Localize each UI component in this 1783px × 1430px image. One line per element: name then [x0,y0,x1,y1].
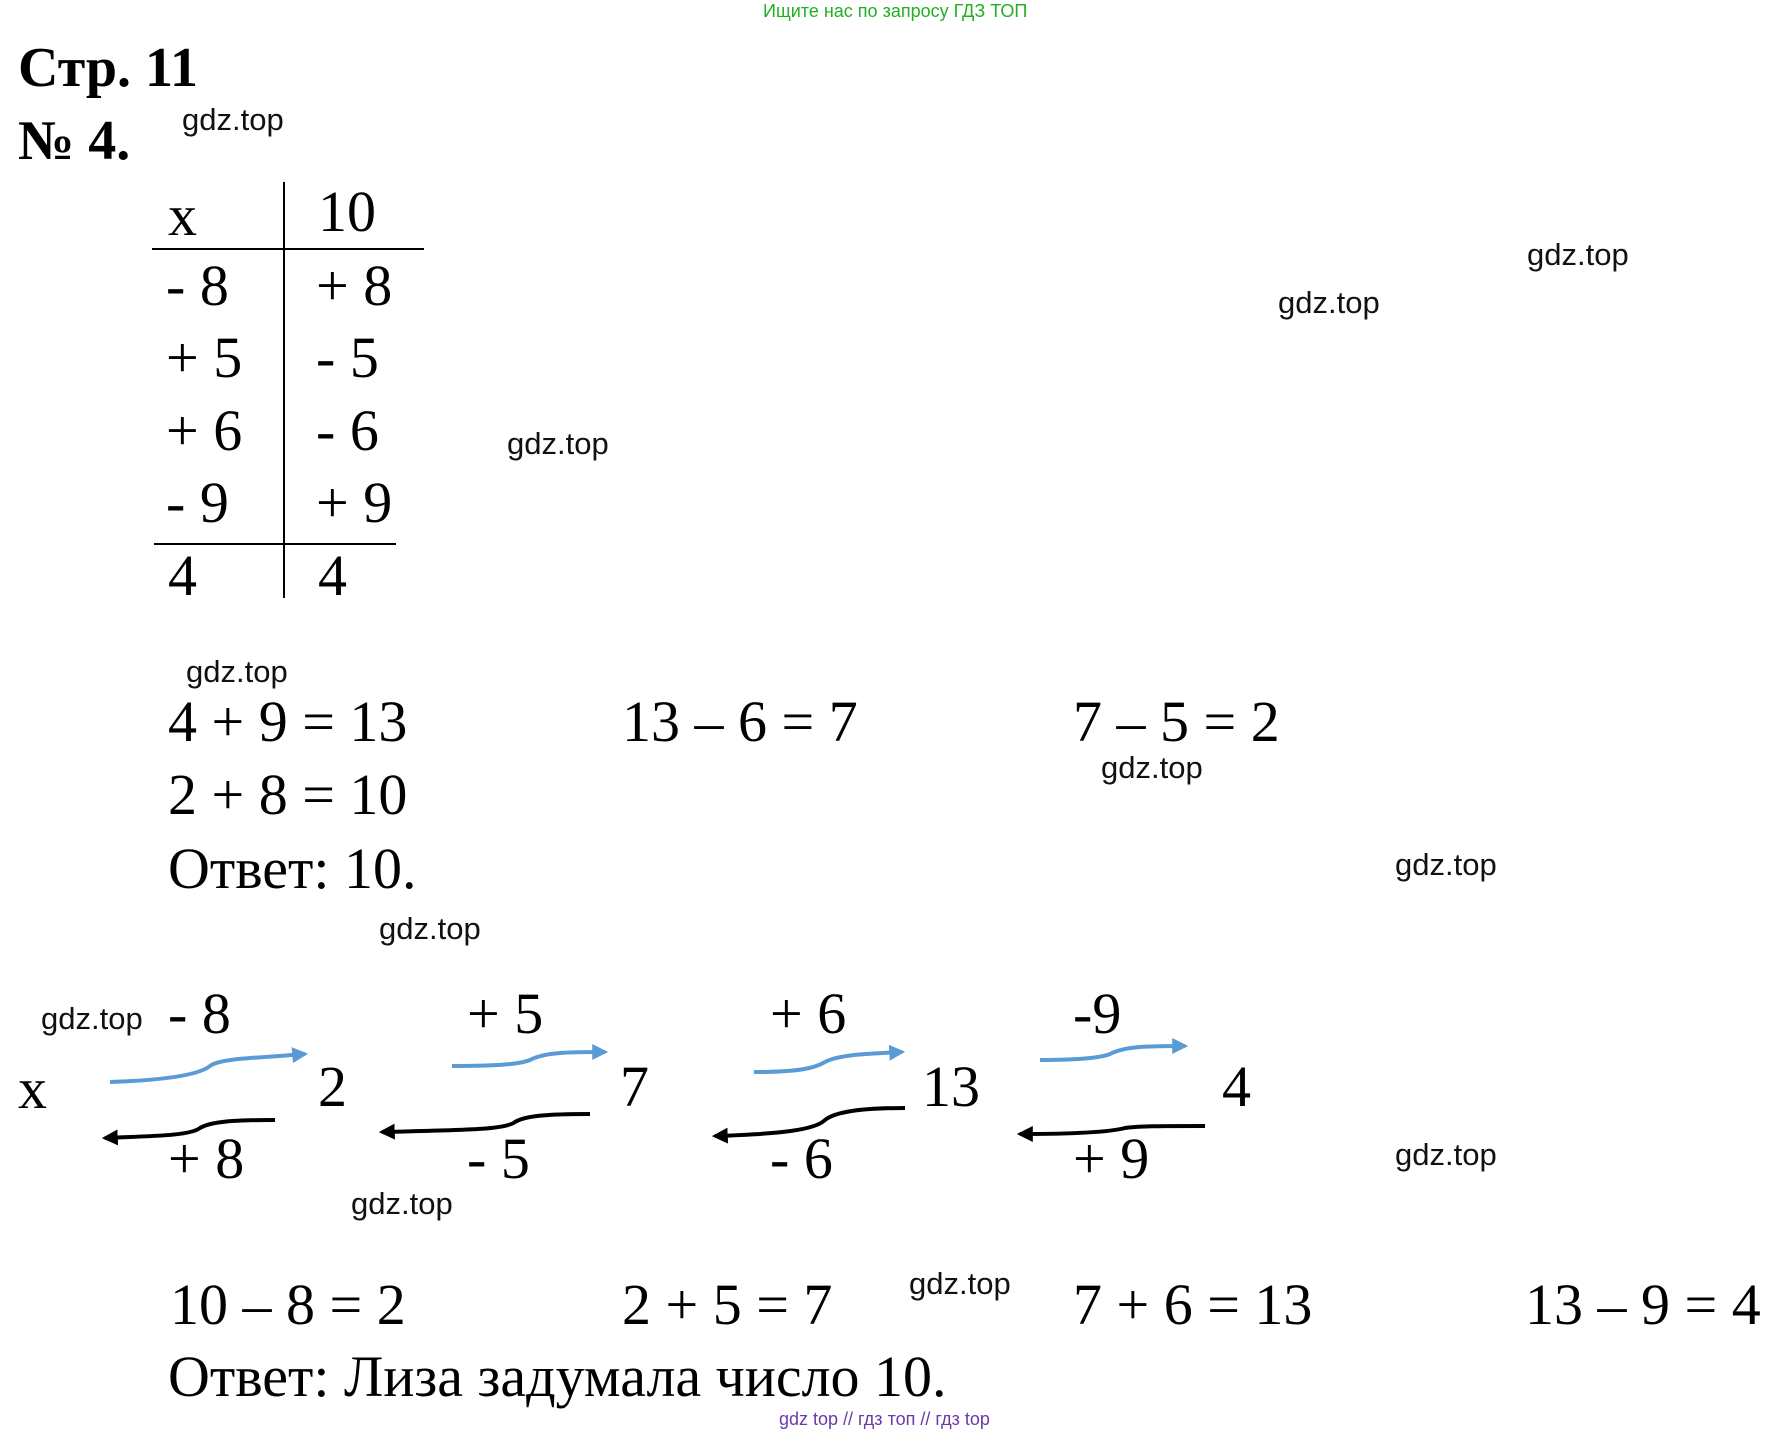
backward-arrow [382,1114,590,1132]
answer-1: Ответ: 10. [168,836,417,901]
forward-arrow [110,1054,305,1082]
chain-forward-op: - 8 [168,981,231,1046]
table-cell: + 8 [316,253,393,318]
table-cell: - 6 [316,398,379,463]
table-total-left: 4 [168,543,197,608]
table-cell: + 9 [316,470,393,535]
chain-node: 2 [318,1054,347,1119]
page-title: Стр. 11 [18,37,198,99]
top-banner: Ищите нас по запросу ГДЗ ТОП [763,1,1028,21]
watermark: gdz.top [379,911,481,946]
watermark: gdz.top [507,426,609,461]
equation: 7 – 5 = 2 [1073,689,1280,754]
watermark: gdz.top [1395,847,1497,882]
answer-2: Ответ: Лиза задумала число 10. [168,1344,947,1409]
table-cell: - 9 [166,470,229,535]
chain-forward-op: -9 [1073,981,1122,1046]
bottom-banner: gdz top // гдз топ // гдз top [779,1409,990,1429]
watermark: gdz.top [41,1001,143,1036]
watermark: gdz.top [186,654,288,689]
table-header-right: 10 [318,179,376,244]
chain-forward-op: + 6 [770,981,847,1046]
watermark: gdz.top [1101,750,1203,785]
equation: 2 + 8 = 10 [168,762,408,827]
forward-arrow [452,1052,605,1066]
chain-node: 7 [620,1054,649,1119]
equation: 13 – 9 = 4 [1525,1272,1761,1337]
chain-node: x [18,1056,47,1121]
equation: 2 + 5 = 7 [622,1272,833,1337]
watermark: gdz.top [909,1266,1011,1301]
watermark: gdz.top [351,1186,453,1221]
table-cell: - 8 [166,253,229,318]
watermark: gdz.top [1278,285,1380,320]
equation: 4 + 9 = 13 [168,689,408,754]
table-cell: + 5 [166,325,243,390]
forward-arrow [1040,1046,1185,1060]
table-cell: - 5 [316,325,379,390]
watermark: gdz.top [1395,1137,1497,1172]
watermark: gdz.top [1527,237,1629,272]
chain-backward-op: + 8 [168,1126,245,1191]
forward-arrow [754,1052,902,1072]
table-total-right: 4 [318,543,347,608]
chain-node: 13 [922,1054,980,1119]
equation: 13 – 6 = 7 [622,689,858,754]
chain-node: 4 [1222,1054,1251,1119]
chain-backward-op: - 6 [770,1126,833,1191]
equation: 7 + 6 = 13 [1073,1272,1313,1337]
backward-arrow [715,1108,905,1136]
table-header-left: x [168,183,197,248]
chain-backward-op: + 9 [1073,1126,1150,1191]
chain-backward-op: - 5 [467,1126,530,1191]
backward-arrow [1020,1126,1205,1134]
backward-arrow [105,1120,275,1138]
chain-forward-op: + 5 [467,981,544,1046]
equation: 10 – 8 = 2 [170,1272,406,1337]
table-cell: + 6 [166,398,243,463]
watermark: gdz.top [182,102,284,137]
problem-number: № 4. [18,110,131,172]
